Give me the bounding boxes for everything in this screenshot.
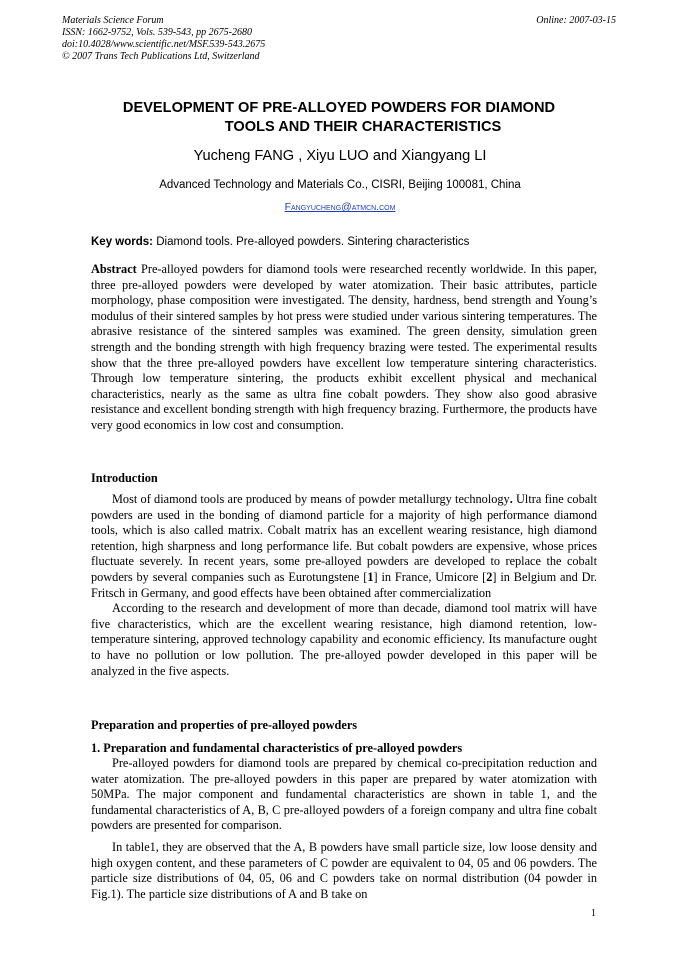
page-number: 1: [591, 908, 596, 919]
subsection-heading: 1. Preparation and fundamental characteristics of pre-alloyed powders: [91, 741, 463, 755]
reference-2: 2: [486, 569, 493, 584]
keywords-label: Key words:: [91, 236, 153, 248]
email-link[interactable]: Fangyucheng@atmcn.com: [284, 201, 396, 213]
abstract: [91, 262, 597, 434]
reference-1: 1: [367, 569, 374, 584]
preparation-paragraph-1: Pre-alloyed powders for diamond tools are prepared by chemical co-precipitation reduction and water atomization. The pre-alloyed powders in this paper are prepared by water atomization with 50MPa. The major component and fundamental characteristics are shown in table 1, and the fundamental characteristics of A, B, C pre-alloyed powders of a foreign company and ultra fine cobalt powders are presented for comparison.: [91, 756, 597, 833]
doi-line: doi:10.4028/www.scientific.net/MSF.539-543.2675: [62, 39, 266, 50]
journal-name: Materials Science Forum: [62, 15, 164, 26]
section-heading: Preparation and properties of pre-alloyed powders: [91, 718, 358, 732]
online-date: Online: 2007-03-15: [536, 15, 616, 26]
abstract-text: Pre-alloyed powders for diamond tools were researched recently worldwide. In this paper, three pre-alloyed powders were developed by water atomization. Their basic attributes, particle morphology, phase composition were investigated. The density, hardness, bend strength and Young’s modulus of their sintered samples by hot press were studied under various sintering temperatures. The abrasive resistance of the sintered samples was examined. The green density, simulation green strength and the bonding strength with high frequency brazing were tested. The experimental results show that the three pre-alloyed powders have excellent low temperature sintering characteristics. Through low temperature sintering, the products exhibit excellent physical and mechanical characteristics, nearly as the same as ultra fine cobalt powders. They show also good abrasive resistance and excellent bonding strength with high frequency brazing. Furthermore, the products have very good economics in low cost and consumption.: [91, 262, 597, 432]
title-line-1: DEVELOPMENT OF PRE-ALLOYED POWDERS FOR DIAMOND: [122, 100, 556, 116]
introduction-body: [91, 492, 597, 679]
keywords: [91, 235, 591, 249]
author-email: [90, 200, 590, 214]
abstract-label: Abstract: [91, 262, 137, 276]
introduction-heading: Introduction: [91, 471, 158, 485]
preparation-paragraph-2: In table1, they are observed that the A, B powders have small particle size, low loose density and high oxygen content, and these parameters of C powder are equivalent to 04, 05 and 06 powders. The particle size distributions of 04, 05, 06 and C powders take on normal distribution (04 powder in Fig.1). The particle size distributions of A and B take on: [91, 839, 597, 901]
title-line-2: TOOLS AND THEIR CHARACTERISTICS: [224, 119, 502, 135]
journal-header: [62, 15, 442, 63]
introduction-paragraph-1: Most of diamond tools are produced by means of powder metallurgy technology. Ultra fine cobalt powders are used in the bonding of diamond particle for a majority of high performance diamond tools, which is also called matrix. Cobalt matrix has an excellent wearing resistance, high diamond retention, high sharpness and long performance life. But cobalt powders are expensive, whose prices fluctuate severely. In recent years, some pre-alloyed powders are developed to replace the cobalt powders by several companies such as Eurotungstene [1] in France, Umicore [2] in Belgium and Dr. Fritsch in Germany, and good effects have been obtained after commercialization: [91, 492, 598, 600]
authors: Yucheng FANG , Xiyu LUO and Xiangyang LI: [193, 148, 487, 164]
affiliation: Advanced Technology and Materials Co., CISRI, Beijing 100081, China: [159, 179, 521, 191]
keywords-text: Diamond tools. Pre-alloyed powders. Sintering characteristics: [156, 236, 470, 248]
paper-title: [90, 99, 588, 137]
issn-line: ISSN: 1662-9752, Vols. 539-543, pp 2675-2680: [62, 27, 252, 38]
introduction-paragraph-2: According to the research and development of more than decade, diamond tool matrix will have five characteristics, which are the excellent wearing resistance, high diamond retention, low-temperature sintering, approved technology capability and economic efficiency. Its manufacture ought to have no pollution or low pollution. The pre-alloyed powder developed in this paper will be analyzed in the five aspects.: [91, 601, 597, 678]
copyright-line: © 2007 Trans Tech Publications Ltd, Switzerland: [62, 51, 260, 62]
preparation-body: [91, 756, 597, 902]
